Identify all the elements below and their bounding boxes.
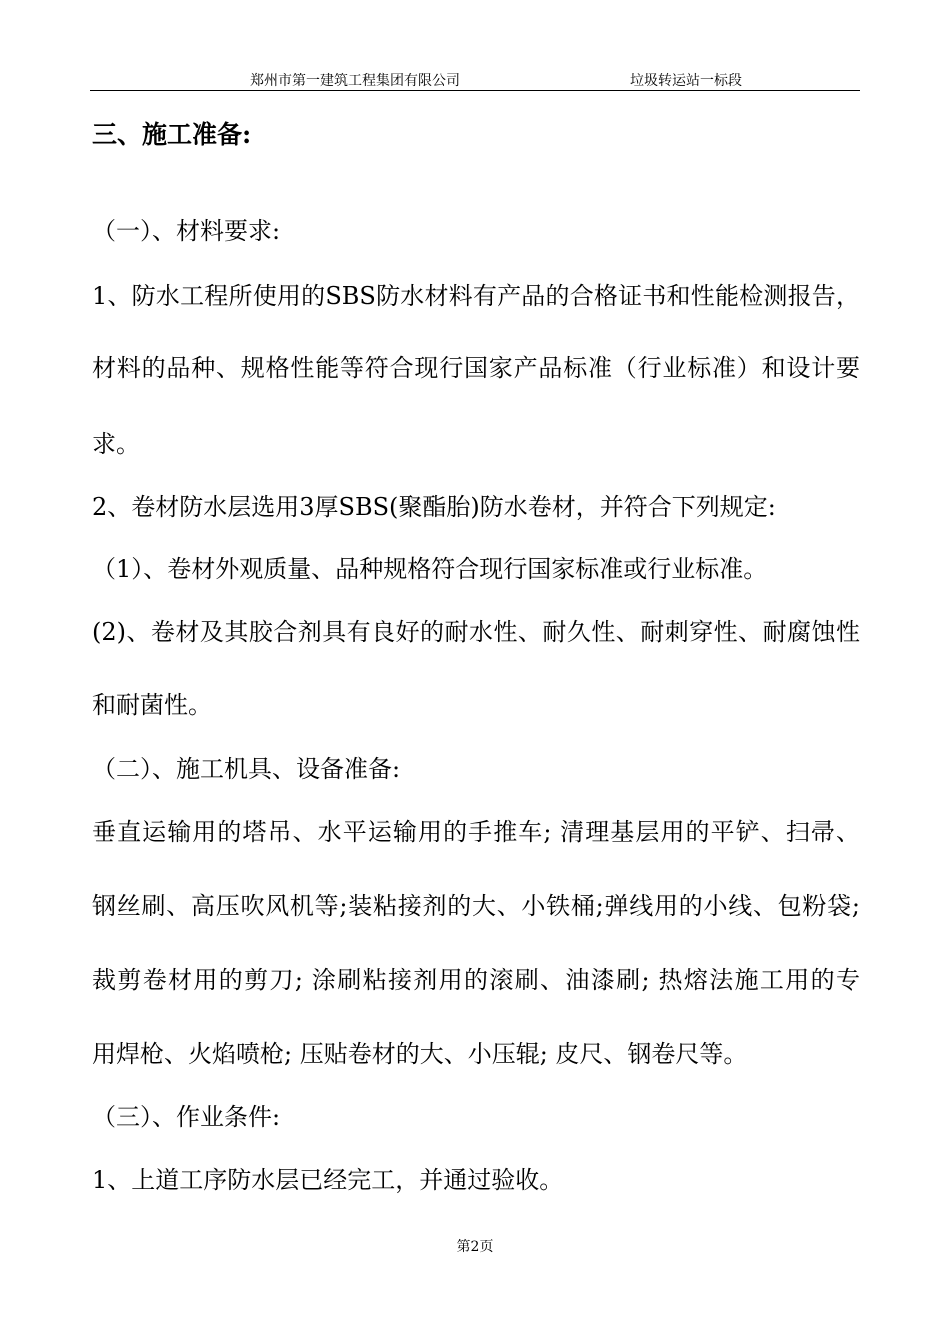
equipment-line-4: 用焊枪、火焰喷枪; 压贴卷材的大、小压辊; 皮尺、钢卷尺等。 xyxy=(92,1040,748,1068)
equipment-line-1: 垂直运输用的塔吊、水平运输用的手推车; 清理基层用的平铲、扫帚、 xyxy=(92,818,860,846)
equipment-line-3: 裁剪卷材用的剪刀; 涂刷粘接剂用的滚刷、油漆刷; 热熔法施工用的专 xyxy=(92,966,860,994)
page-header xyxy=(90,68,860,91)
paragraph-1-line-3: 求。 xyxy=(92,430,140,458)
equipment-line-2: 钢丝刷、高压吹风机等;装粘接剂的大、小铁桶;弹线用的小线、包粉袋; xyxy=(92,892,860,920)
item-2-2-line-1: (2)、卷材及其胶合剂具有良好的耐水性、耐久性、耐刺穿性、耐腐蚀性 xyxy=(92,618,860,646)
subsection-materials: （一）、材料要求: xyxy=(92,217,281,245)
paragraph-2: 2、卷材防水层选用3厚SBS(聚酯胎)防水卷材，并符合下列规定: xyxy=(92,493,776,521)
paragraph-3: 1、上道工序防水层已经完工，并通过验收。 xyxy=(92,1166,564,1194)
subsection-equipment: （二）、施工机具、设备准备: xyxy=(92,755,401,783)
item-2-2-line-2: 和耐菌性。 xyxy=(92,691,212,719)
subsection-conditions: （三）、作业条件: xyxy=(92,1103,281,1131)
section-title: 三、施工准备: xyxy=(92,120,252,149)
header-project: 垃圾转运站一标段 xyxy=(630,73,742,89)
item-2-1: （1）、卷材外观质量、品种规格符合现行国家标准或行业标准。 xyxy=(92,555,768,583)
paragraph-1-line-1: 1、防水工程所使用的SBS防水材料有产品的合格证书和性能检测报告， xyxy=(92,282,860,310)
header-company: 郑州市第一建筑工程集团有限公司 xyxy=(250,73,460,89)
page-number: 第2页 xyxy=(456,1239,494,1255)
paragraph-1-line-2: 材料的品种、规格性能等符合现行国家产品标准（行业标准）和设计要 xyxy=(92,354,860,382)
